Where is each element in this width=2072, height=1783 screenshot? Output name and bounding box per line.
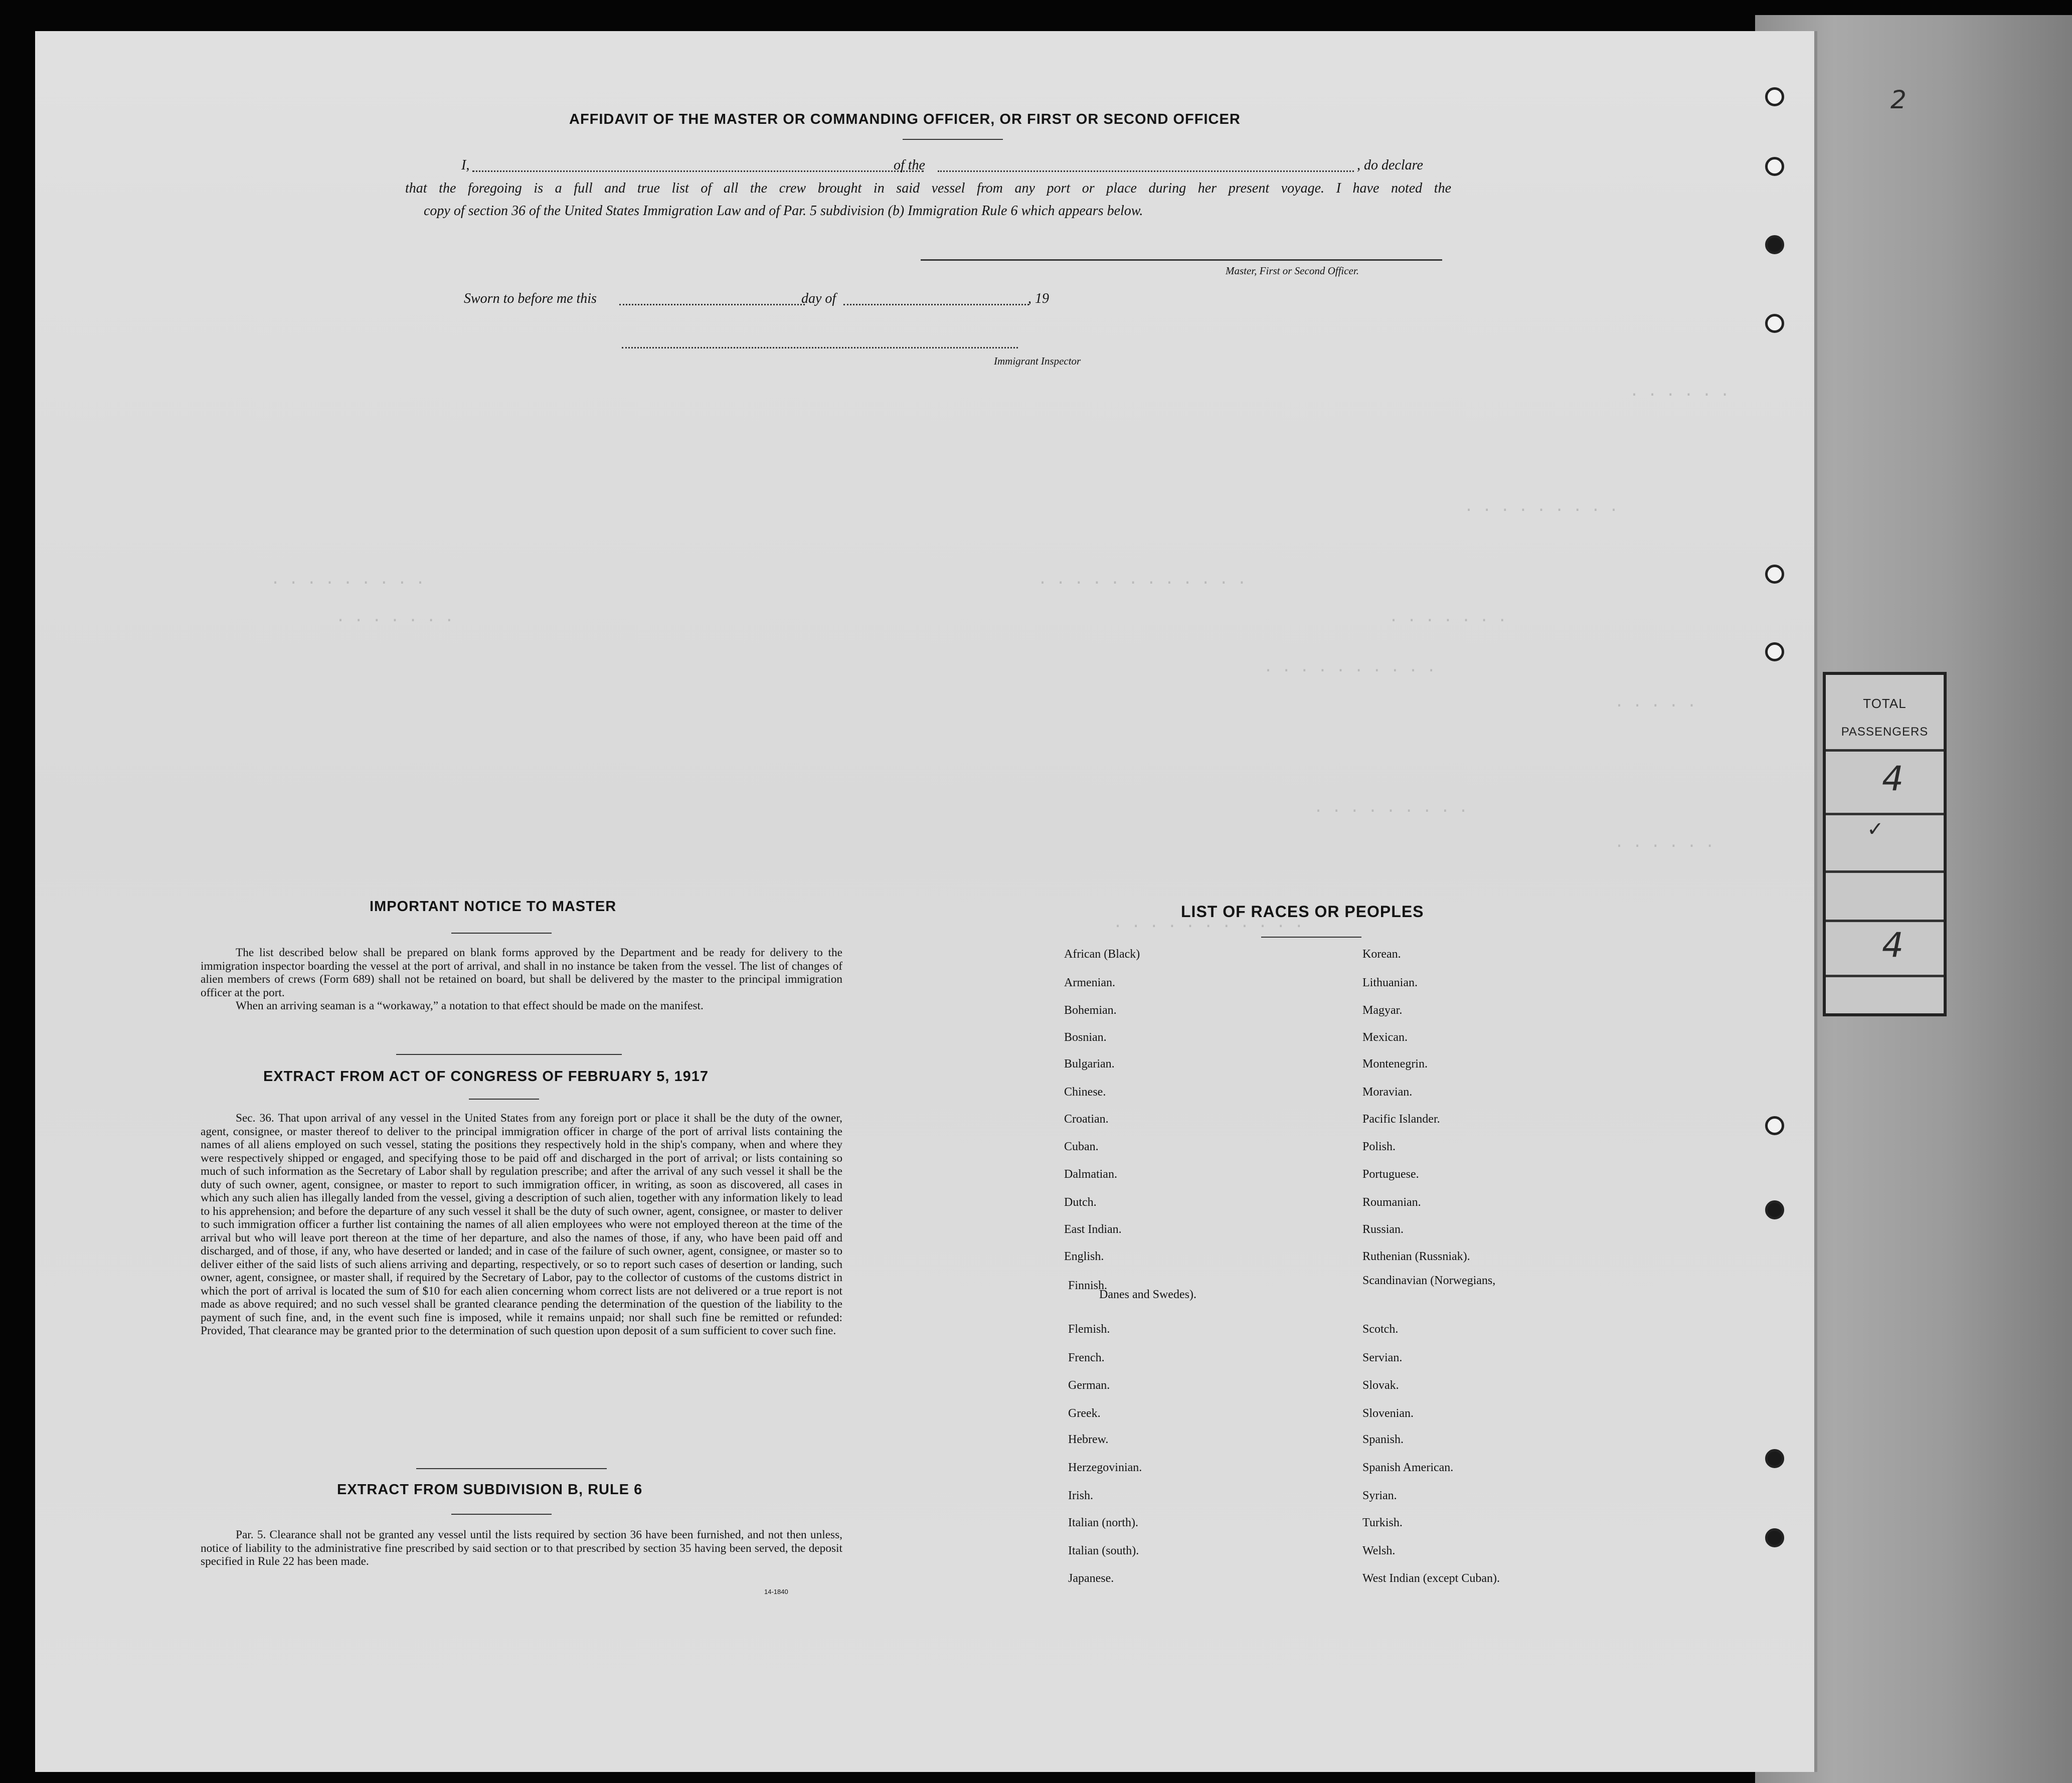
act-title: EXTRACT FROM ACT OF CONGRESS OF FEBRUARY 5, 1917 <box>263 1068 709 1085</box>
race-item: Montenegrin. <box>1362 1057 1428 1071</box>
punch-hole <box>1765 565 1784 584</box>
form-number: 14-1840 <box>764 1588 788 1595</box>
race-item: Russian. <box>1362 1223 1404 1236</box>
race-item: Finnish. <box>1068 1279 1108 1292</box>
affidavit-of-the: of the <box>894 157 925 173</box>
race-item: German. <box>1068 1379 1110 1392</box>
punch-hole <box>1765 87 1784 106</box>
race-item: Polish. <box>1362 1140 1396 1153</box>
notice-body <box>201 946 842 1013</box>
race-item: Spanish. <box>1362 1433 1404 1446</box>
notice-paragraph-2: When an arriving seaman is a “workaway,” a notation to that effect should be made on the manifest. <box>236 999 704 1012</box>
race-item: Bohemian. <box>1064 1004 1117 1017</box>
sworn-month-blank <box>843 304 1029 305</box>
total-passengers-card <box>1823 672 1947 1016</box>
check-mark: ✓ <box>1867 818 1884 841</box>
race-item: East Indian. <box>1064 1223 1122 1236</box>
race-item: Greek. <box>1068 1407 1101 1420</box>
race-item: Spanish American. <box>1362 1461 1454 1474</box>
race-item: Danes and Swedes). <box>1099 1288 1196 1301</box>
race-item: Italian (north). <box>1068 1516 1138 1529</box>
race-item: Bulgarian. <box>1064 1057 1115 1071</box>
affidavit-declare: , do declare <box>1357 157 1423 173</box>
punch-hole <box>1765 157 1784 176</box>
rule-body <box>201 1528 842 1568</box>
sworn-day-blank <box>619 304 805 305</box>
race-item: Cuban. <box>1064 1140 1099 1153</box>
sworn-text: Sworn to before me this <box>464 291 597 306</box>
race-item: French. <box>1068 1351 1105 1364</box>
race-item: Slovenian. <box>1362 1407 1414 1420</box>
race-item: Scandinavian (Norwegians, <box>1362 1274 1496 1287</box>
punch-hole <box>1765 642 1784 661</box>
race-item: English. <box>1064 1250 1104 1263</box>
race-item: Syrian. <box>1362 1489 1397 1502</box>
inspector-signature-line <box>622 347 1018 348</box>
notice-paragraph-1: The list described below shall be prepared on blank forms approved by the Department and be ready for delivery to the immigration inspector boarding the vessel at the port of arrival, and shall in no instance be taken from the vessel. The list of changes of alien members of crews (Form 689) shall not be retained on board, but shall be delivered by the master to the principal immigration officer at the port. <box>201 946 842 999</box>
punch-hole <box>1765 1200 1784 1219</box>
affidavit-title: AFFIDAVIT OF THE MASTER OR COMMANDING OFFICER, OR FIRST OR SECOND OFFICER <box>569 111 1241 127</box>
sworn-day-of: day of <box>801 291 836 306</box>
name-blank <box>472 170 924 172</box>
race-item: Dalmatian. <box>1064 1168 1117 1181</box>
race-item: Korean. <box>1362 948 1401 961</box>
race-item: Slovak. <box>1362 1379 1399 1392</box>
punch-hole <box>1765 1449 1784 1468</box>
notice-title: IMPORTANT NOTICE TO MASTER <box>370 899 617 915</box>
affidavit-line-3: copy of section 36 of the United States Immigration Law and of Par. 5 subdivision (b) Immigration Rule 6 which appears below. <box>424 203 1143 219</box>
race-item: Croatian. <box>1064 1113 1109 1126</box>
race-item: Japanese. <box>1068 1572 1114 1585</box>
master-signature-line <box>921 259 1442 261</box>
race-item: Irish. <box>1068 1489 1093 1502</box>
race-item: Dutch. <box>1064 1196 1097 1209</box>
race-item: Turkish. <box>1362 1516 1403 1529</box>
race-item: Ruthenian (Russniak). <box>1362 1250 1470 1263</box>
passengers-label: PASSENGERS <box>1841 725 1929 739</box>
vessel-blank <box>938 170 1354 172</box>
punch-hole <box>1765 1116 1784 1135</box>
race-item: Chinese. <box>1064 1086 1106 1099</box>
sworn-year: , 19 <box>1028 291 1049 306</box>
race-item: Hebrew. <box>1068 1433 1109 1446</box>
race-item: Mexican. <box>1362 1031 1408 1044</box>
rule-text: Par. 5. Clearance shall not be granted any vessel until the lists required by section 36 have been furnished, and not then unless, notice of liability to the administrative fine prescribed by said section or to that prescribed by section 35 having been served, the deposit specified in Rule 22 has been made. <box>201 1528 842 1568</box>
total-label: TOTAL <box>1863 696 1907 711</box>
rule-title: EXTRACT FROM SUBDIVISION B, RULE 6 <box>337 1482 643 1498</box>
race-item: Bosnian. <box>1064 1031 1107 1044</box>
inspector-caption: Immigrant Inspector <box>994 355 1081 367</box>
total-passengers-value-2: 4 <box>1882 926 1904 965</box>
race-item: Flemish. <box>1068 1323 1110 1336</box>
affidavit-i: I, <box>461 157 470 173</box>
affidavit-line-2: that the foregoing is a full and true list of all the crew brought in said vessel from any port or place during her present voyage. I have noted the <box>405 181 1451 196</box>
form-page: . . . . . . . . . . . . . . . . . . . . . . . . . . . . . . . . . . . . . . . . . . . . . . . . . . . . . . . . . . . . . . . . . . . . . . . . . . . . . . . . . . . . . . . . . . . AFFIDAVIT OF THE MASTER OR COMMANDING OFFICER, OR FIRST OR SECOND OFFICER I, of the , do declare that the foregoing is a full and true list of all the crew brought in said vessel from any port or place during her present voyage. I have noted the copy of section 36 of the United States Immigration Law and of Par. 5 subdivision (b) Immigration Rule 6 which appears below. Master, First or Second Officer. Sworn to before me this day of , 19 Immigrant Inspector IMPORTANT NOTICE TO MASTER The list described below shall be prepared on blank forms approved by the Department and be ready for delivery to the immigration inspector boarding the vessel at the port of arrival, and shall in no instance be taken from the vessel. The list of changes of alien members of crews (Form 689) shall not be retained on board, but shall be delivered by the master to the principal immigration officer at the port. When an arriving seaman is a “workaway,” a notation to that effect should be made on the manifest. EXTRACT FROM ACT OF CONGRESS OF FEBRUARY 5, 1917 Sec. 36. That upon arrival of any vessel in the United States from any foreign port or place it shall be the duty of the owner, agent, consignee, or master thereof to deliver to the principal immigration officer in charge of the port of arrival lists containing the names of all aliens employed on such vessel, stating the positions they respectively hold in the ship's company, when and where they were respectively shipped or engaged, and specifying those to be paid off and discharged in the port of arrival; or lists containing so much of such information as the Secretary of Labor shall by regulation prescribe; and after the arrival of any such vessel it shall be the duty of such owner, agent, consignee, or master to report to such immigration officer, in writing, as soon as discovered, all cases in which any such alien has illegally landed from the vessel, giving a description of such alien, together with any information likely to lead to his apprehension; and before the departure of any such vessel it shall be the duty of such owner, agent, consignee, or master to deliver to such immigration officer a further list containing the names of all alien employees who were not employed thereon at the time of the arrival but who will leave port thereon at the time of her departure, and also the names of those, if any, who have been paid off and discharged, and of those, if any, who have deserted or landed; and in case of the failure of such owner, agent, consignee, or master so to deliver either of the said lists of such aliens arriving and departing, respectively, or so to report such cases of desertion or landing, such owner, agent, consignee, or master shall, if required by the Secretary of Labor, pay to the collector of customs of the customs district in which the port of arrival is located the sum of $10 for each alien concerning whom correct lists are not delivered or a true report is not made as above required; and no such vessel shall be granted clearance pending the determination of the question of the liability to the payment of such fine, and, in the event such fine is imposed, while it remains unpaid; nor shall such fine be remitted or refunded: Provided, That clearance may be granted prior to the determination of such question upon deposit of a sum sufficient to cover such fine. EXTRACT FROM SUBDIVISION B, RULE 6 Par. 5. Clearance shall not be granted any vessel until the lists required by section 36 have been furnished, and not then unless, notice of liability to the administrative fine prescribed by said section or to that prescribed by section 35 having been served, the deposit specified in Rule 22 has been made. 14-1840 LIST OF RACES OR PEOPLES African (Black) Armenian. Bohemian. Bosnian. Bulgarian. Chinese. Croatian. Cuban. Dalmatian. Dutch. East Indian. English. Finnish. Flemish. French. German. Greek. Hebrew. Herzegovinian. Irish. Italian (north). Italian (south). Japanese. Korean. Lithuanian. Magyar. Mexican. Montenegrin. Moravian. Pacific Islander. Polish. Portuguese. Roumanian. Russian. Ruthenian (Russniak). Scandinavian (Norwegians, Danes and Swedes). Scotch. Servian. Slovak. Slovenian. Spanish. Spanish American. Syrian. Turkish. Welsh. West Indian (except Cuban). <box>35 31 1817 1772</box>
total-passengers-value: 4 <box>1882 759 1904 799</box>
race-item: Scotch. <box>1362 1323 1399 1336</box>
handwritten-mark: 2 <box>1890 85 1907 114</box>
race-item: Welsh. <box>1362 1544 1396 1557</box>
act-body <box>201 1112 842 1338</box>
punch-hole <box>1765 314 1784 333</box>
race-item: Portuguese. <box>1362 1168 1419 1181</box>
race-item: Armenian. <box>1064 976 1115 989</box>
race-item: African (Black) <box>1064 948 1140 961</box>
race-item: Roumanian. <box>1362 1196 1421 1209</box>
race-item: Lithuanian. <box>1362 976 1418 989</box>
race-item: Italian (south). <box>1068 1544 1139 1557</box>
race-item: Servian. <box>1362 1351 1403 1364</box>
race-item: Herzegovinian. <box>1068 1461 1142 1474</box>
punch-hole <box>1765 1528 1784 1547</box>
act-text: Sec. 36. That upon arrival of any vessel in the United States from any foreign port or place it shall be the duty of the owner, agent, consignee, or master thereof to deliver to the principal immigration officer in charge of the port of arrival lists containing the names of all aliens employed on such vessel, stating the positions they respectively hold in the ship's company, when and where they were respectively shipped or engaged, and specifying those to be paid off and discharged in the port of arrival; or lists containing so much of such information as the Secretary of Labor shall by regulation prescribe; and after the arrival of any such vessel it shall be the duty of such owner, agent, consignee, or master to report to such immigration officer, in writing, as soon as discovered, all cases in which any such alien has illegally landed from the vessel, giving a description of such alien, together with any information likely to lead to his apprehension; and before the departure of any such vessel it shall be the duty of such owner, agent, consignee, or master to deliver to such immigration officer a further list containing the names of all alien employees who were not employed thereon at the time of the arrival but who will leave port thereon at the time of her departure, and also the names of those, if any, who have been paid off and discharged, and of those, if any, who have deserted or landed; and in case of the failure of such owner, agent, consignee, or master so to deliver either of the said lists of such aliens arriving and departing, respectively, or so to report such cases of desertion or landing, such owner, agent, consignee, or master shall, if required by the Secretary of Labor, pay to the collector of customs of the customs district in which the port of arrival is located the sum of $10 for each alien concerning whom correct lists are not delivered or a true report is not made as above required; and no such vessel shall be granted clearance pending the determination of the question of the liability to the payment of such fine, and, in the event such fine is imposed, while it remains unpaid; nor shall such fine be remitted or refunded: Provided, That clearance may be granted prior to the determination of such question upon deposit of a sum sufficient to cover such fine. <box>201 1112 842 1337</box>
race-item: Moravian. <box>1362 1086 1413 1099</box>
race-item: West Indian (except Cuban). <box>1362 1572 1500 1585</box>
races-title: LIST OF RACES OR PEOPLES <box>1181 903 1424 921</box>
master-caption: Master, First or Second Officer. <box>1226 265 1359 277</box>
race-item: Pacific Islander. <box>1362 1113 1440 1126</box>
race-item: Magyar. <box>1362 1004 1403 1017</box>
punch-hole <box>1765 235 1784 254</box>
